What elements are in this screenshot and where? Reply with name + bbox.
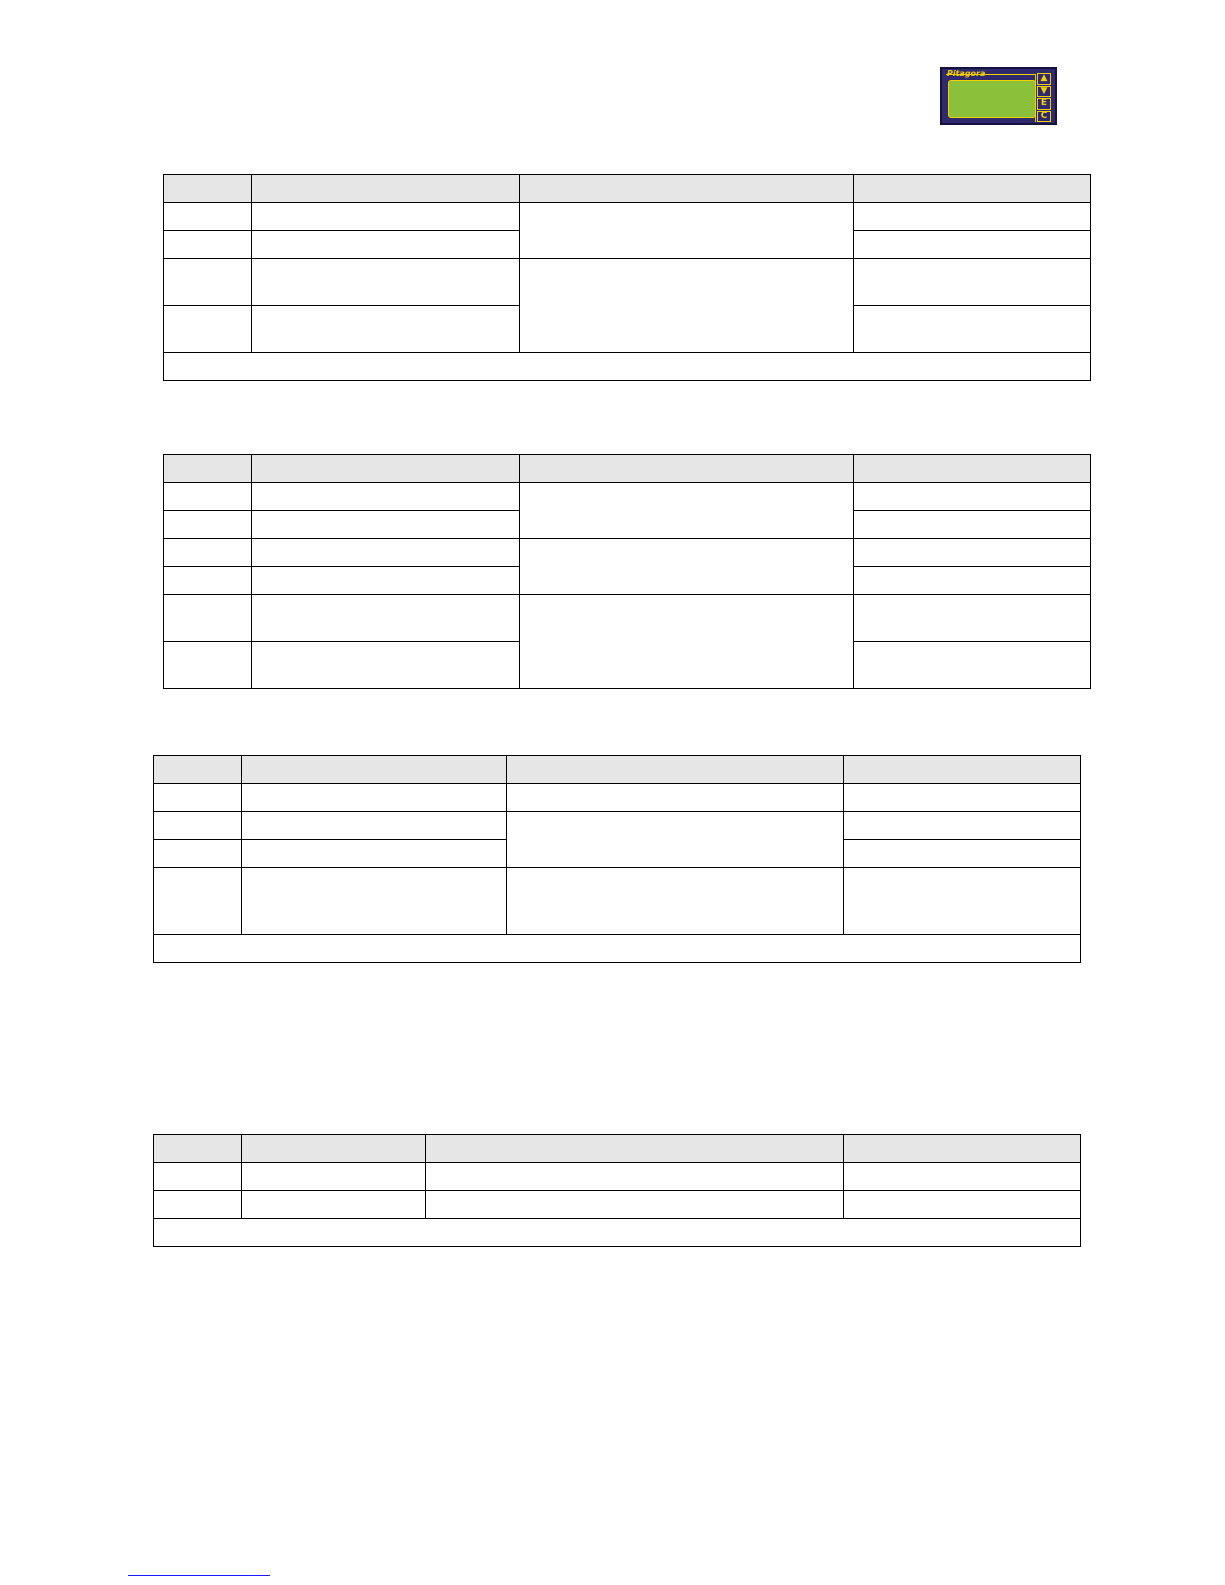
table-cell-merged (520, 483, 854, 539)
table-cell (164, 595, 252, 642)
table-cell-merged (520, 203, 854, 259)
table-cell (854, 511, 1091, 539)
table-cell-merged (520, 539, 854, 595)
up-key-icon: ▲ (1037, 73, 1051, 85)
table-row (154, 1191, 1081, 1219)
table-cell (252, 259, 520, 306)
table-cell (164, 642, 252, 689)
table-row (164, 203, 1091, 231)
table-row (154, 1163, 1081, 1191)
table-cell (164, 259, 252, 306)
table-cell (854, 642, 1091, 689)
table-cell (242, 1163, 426, 1191)
table-cell (154, 784, 242, 812)
lcd-screen (948, 80, 1036, 118)
table-note-cell (154, 1219, 1081, 1247)
header-cell (854, 175, 1091, 203)
table-cell (154, 1163, 242, 1191)
header-cell (520, 455, 854, 483)
table-cell (507, 784, 844, 812)
header-cell (854, 455, 1091, 483)
logo-key-column (1037, 73, 1051, 122)
enter-key-icon: E (1037, 98, 1051, 110)
table-cell (242, 812, 507, 840)
table-row (164, 259, 1091, 306)
table-row (164, 539, 1091, 567)
header-cell (164, 455, 252, 483)
table-cell (854, 483, 1091, 511)
table-cell (154, 812, 242, 840)
table-cell (844, 812, 1081, 840)
table-cell-merged (520, 595, 854, 689)
table-2 (163, 454, 1091, 689)
table-cell (426, 1163, 844, 1191)
table-header-row (154, 1135, 1081, 1163)
down-key-icon: ▼ (1037, 86, 1051, 98)
table-cell-merged (507, 812, 844, 868)
table-row (154, 784, 1081, 812)
table-cell (242, 868, 507, 935)
table-1 (163, 174, 1091, 381)
table-4 (153, 1134, 1081, 1247)
header-cell (154, 1135, 242, 1163)
table-cell (252, 642, 520, 689)
header-cell (252, 455, 520, 483)
cancel-key-icon: C (1037, 111, 1051, 123)
table-cell (507, 868, 844, 935)
table-cell (154, 868, 242, 935)
table-cell (252, 539, 520, 567)
header-cell (242, 1135, 426, 1163)
table-cell (164, 306, 252, 353)
logo-brand-text: Pitagora (947, 69, 986, 78)
table-cell (854, 259, 1091, 306)
table-cell (164, 231, 252, 259)
table-cell (252, 511, 520, 539)
table-cell (854, 595, 1091, 642)
table-row (154, 868, 1081, 935)
header-cell (844, 756, 1081, 784)
table-cell (844, 1191, 1081, 1219)
table-cell (844, 868, 1081, 935)
table-cell (154, 840, 242, 868)
header-cell (164, 175, 252, 203)
table-note-cell (154, 935, 1081, 963)
header-cell (252, 175, 520, 203)
table-cell (252, 203, 520, 231)
table-cell (154, 1191, 242, 1219)
table-header-row (154, 756, 1081, 784)
table-note-row (154, 1219, 1081, 1247)
pitagora-device-logo (940, 67, 1057, 125)
table-row (154, 812, 1081, 840)
footer-link[interactable] (128, 1575, 270, 1576)
table-cell-merged (520, 259, 854, 353)
table-cell (164, 203, 252, 231)
header-cell (520, 175, 854, 203)
table-cell (854, 203, 1091, 231)
header-cell (844, 1135, 1081, 1163)
table-cell (854, 567, 1091, 595)
table-note-cell (164, 353, 1091, 381)
table-cell (252, 595, 520, 642)
table-cell (242, 840, 507, 868)
table-note-row (164, 353, 1091, 381)
table-cell (854, 306, 1091, 353)
table-cell (252, 483, 520, 511)
table-cell (426, 1191, 844, 1219)
table-header-row (164, 455, 1091, 483)
table-cell (854, 539, 1091, 567)
table-row (164, 483, 1091, 511)
table-cell (252, 306, 520, 353)
header-cell (154, 756, 242, 784)
header-cell (426, 1135, 844, 1163)
table-cell (164, 483, 252, 511)
header-cell (507, 756, 844, 784)
table-cell (242, 1191, 426, 1219)
table-header-row (164, 175, 1091, 203)
table-cell (844, 840, 1081, 868)
table-note-row (154, 935, 1081, 963)
table-cell (164, 567, 252, 595)
header-cell (242, 756, 507, 784)
table-cell (252, 567, 520, 595)
table-cell (252, 231, 520, 259)
table-cell (854, 231, 1091, 259)
table-3 (153, 755, 1081, 963)
table-row (164, 595, 1091, 642)
table-cell (164, 511, 252, 539)
table-cell (844, 1163, 1081, 1191)
table-cell (844, 784, 1081, 812)
table-cell (164, 539, 252, 567)
table-cell (242, 784, 507, 812)
